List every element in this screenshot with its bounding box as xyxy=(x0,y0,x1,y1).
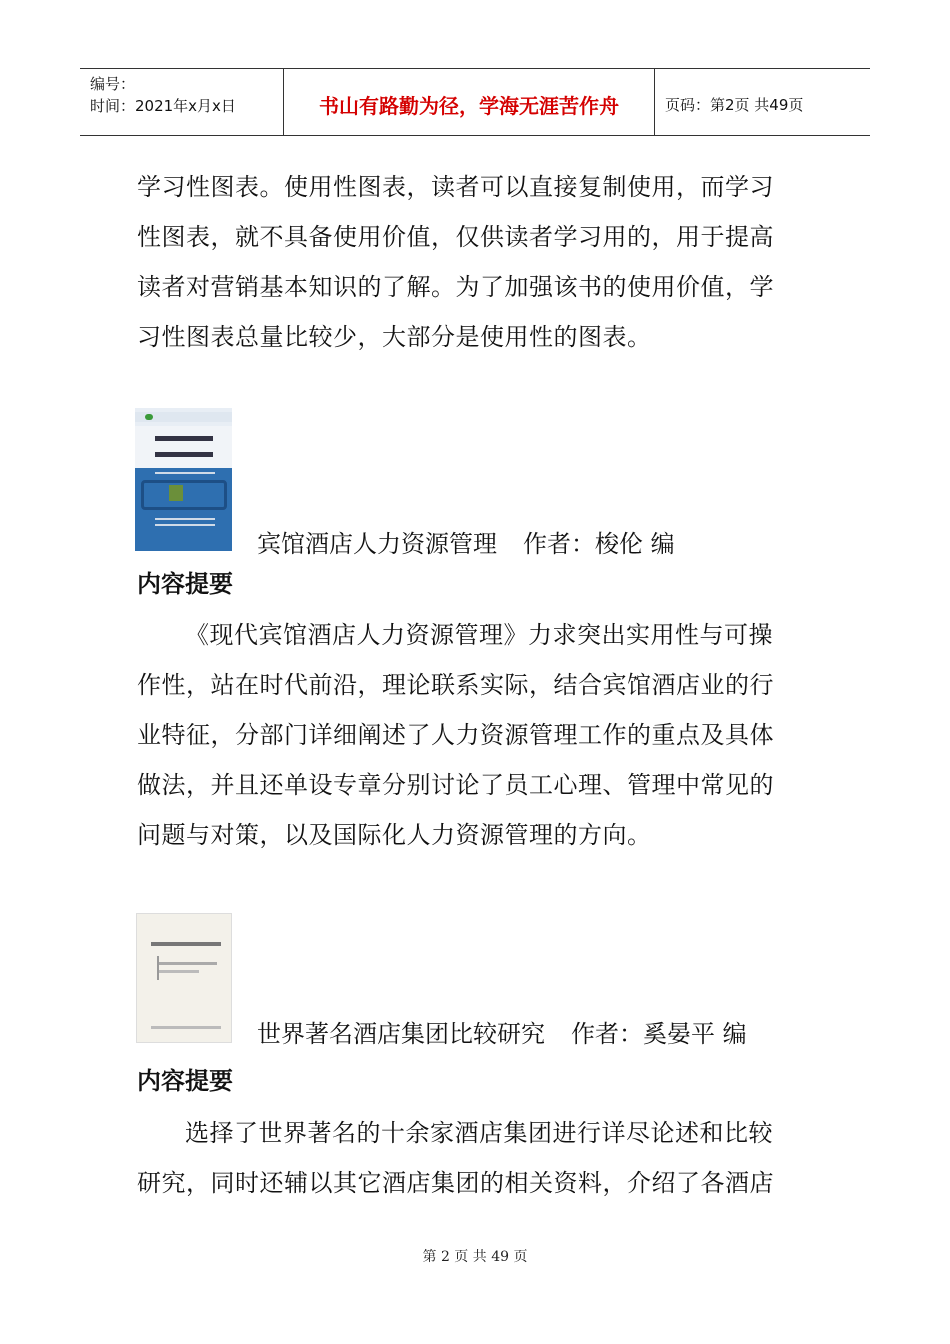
summary-heading: 内容提要 xyxy=(137,1067,233,1095)
text-line: 业特征，分部门详细阐述了人力资源管理工作的重点及具体 xyxy=(137,721,774,749)
book-cover-hotel-hr xyxy=(135,408,232,551)
header-motto: 书山有路勤为径，学海无涯苦作舟 xyxy=(283,69,655,135)
summary-heading: 内容提要 xyxy=(137,570,233,598)
book-cover-hotel-groups xyxy=(136,913,232,1043)
header-meta xyxy=(80,69,283,135)
book-summary xyxy=(137,610,817,860)
book-title-line xyxy=(257,1017,747,1051)
header-number: 编号： xyxy=(90,75,136,93)
text-line: 作性，站在时代前沿，理论联系实际，结合宾馆酒店业的行 xyxy=(137,671,774,699)
book-title-line xyxy=(257,527,675,561)
page-header xyxy=(80,68,870,136)
text-line: 研究，同时还辅以其它酒店集团的相关资料，介绍了各酒店 xyxy=(137,1169,774,1197)
text-line: 《现代宾馆酒店人力资源管理》力求突出实用性与可操 xyxy=(185,621,773,649)
text-line: 性图表，就不具备使用价值，仅供读者学习用的，用于提高 xyxy=(137,223,774,251)
book-author: 作者：梭伦 编 xyxy=(523,530,675,558)
text-line: 问题与对策，以及国际化人力资源管理的方向。 xyxy=(137,821,652,849)
text-line: 习性图表总量比较少，大部分是使用性的图表。 xyxy=(137,323,652,351)
header-time: 时间：2021年x月x日 xyxy=(90,97,236,115)
text-line: 读者对营销基本知识的了解。为了加强该书的使用价值，学 xyxy=(137,273,774,301)
book-title: 世界著名酒店集团比较研究 xyxy=(257,1020,545,1048)
header-page-info: 页码：第2页 共49页 xyxy=(665,95,804,114)
text-line: 做法，并且还单设专章分别讨论了员工心理、管理中常见的 xyxy=(137,771,774,799)
text-line: 选择了世界著名的十余家酒店集团进行详尽论述和比较 xyxy=(185,1119,773,1147)
page-footer: 第 2 页 共 49 页 xyxy=(422,1249,528,1265)
text-line: 学习性图表。使用性图表，读者可以直接复制使用，而学习 xyxy=(137,173,774,201)
book-title: 宾馆酒店人力资源管理 xyxy=(257,530,497,558)
intro-paragraph xyxy=(137,162,817,362)
book-author: 作者：奚晏平 编 xyxy=(571,1020,747,1048)
book-summary xyxy=(137,1108,817,1208)
